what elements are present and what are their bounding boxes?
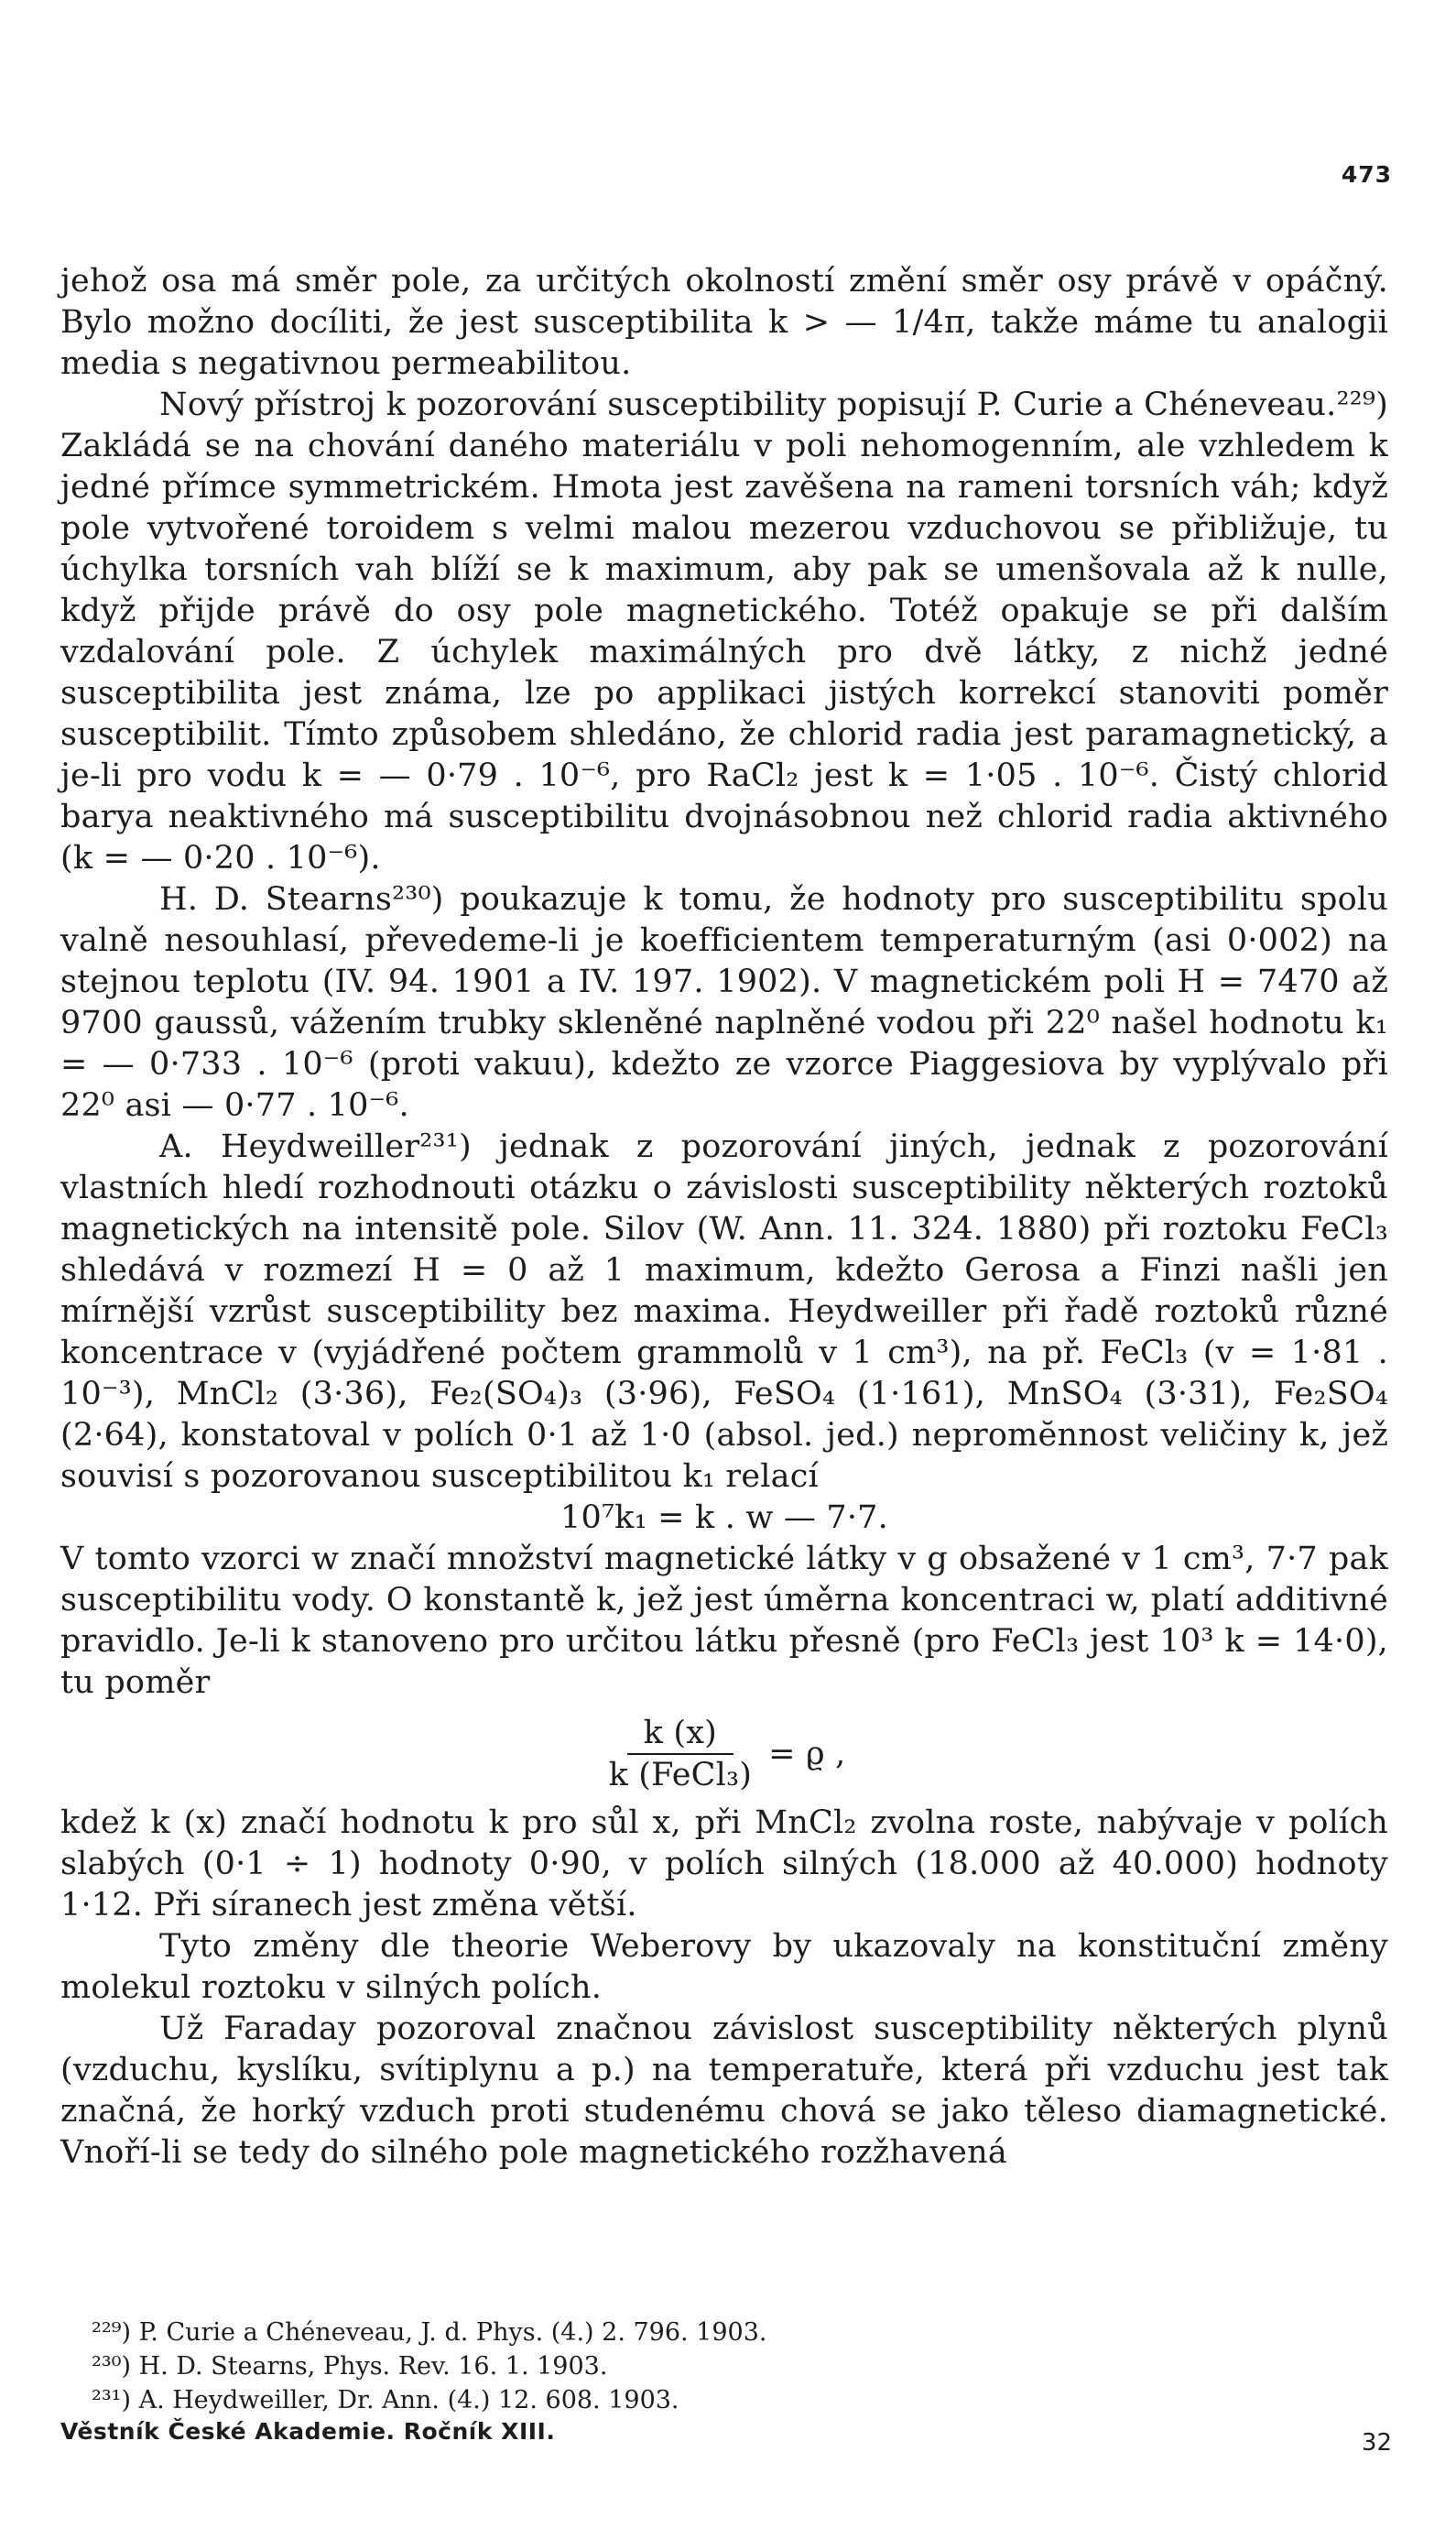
- equation-2-numerator: k (x): [627, 1713, 733, 1755]
- footnotes: [92, 2316, 1282, 2417]
- page-footer: [60, 2418, 1392, 2457]
- paragraph-4: A. Heydweiller²³¹) jednak z pozorování jiných, jednak z pozorování vlastních hledí rozhodnouti otázku o závislosti susceptibility některých roztoků magnetických na intensitě pole. Silov (W. Ann. 11. 324. 1880) při roztoku FeCl₃ shledává v rozmezí H = 0 až 1 maximum, kdežto Gerosa a Finzi našli jen mírnější vzrůst susceptibility bez maxima. Heydweiller při řadě roztoků různé koncentrace v (vyjádřené počtem grammolů v 1 cm³), na př. FeCl₃ (v = 1·81 . 10⁻³), MnCl₂ (3·36), Fe₂(SO₄)₃ (3·96), FeSO₄ (1·161), MnSO₄ (3·31), Fe₂SO₄ (2·64), konstatoval v polích 0·1 až 1·0 (absol. jed.) nepromĕnnost veličiny k, jež souvisí s pozorovanou susceptibilitou k₁ relací: [60, 1128, 1388, 1495]
- paragraph-3: H. D. Stearns²³⁰) poukazuje k tomu, že hodnoty pro susceptibilitu spolu valně nesouhlasí, převedeme-li je koefficientem temperaturným (asi 0·002) na stejnou teplotu (IV. 94. 1901 a IV. 197. 1902). V magnetickém poli H = 7470 až 9700 gaussů, vážením trubky skleněné naplněné vodou při 22⁰ našel hodnotu k₁ = — 0·733 . 10⁻⁶ (proti vakuu), kdežto ze vzorce Piaggesiova by vyplývalo při 22⁰ asi — 0·77 . 10⁻⁶.: [60, 881, 1388, 1124]
- main-text: [60, 261, 1388, 2174]
- equation-2: [60, 1713, 1388, 1795]
- sheet-number: 32: [1361, 2429, 1392, 2457]
- equation-2-denominator: k (FeCl₃): [608, 1757, 753, 1793]
- paragraph-7: Tyto změny dle theorie Weberovy by ukazovaly na konstituční změny molekul roztoku v silných polích.: [60, 1928, 1388, 2006]
- footnote-231: ²³¹) A. Heydweiller, Dr. Ann. (4.) 12. 608. 1903.: [92, 2386, 679, 2414]
- equation-2-rhs: = ϱ ,: [768, 1735, 846, 1772]
- footnote-230: ²³⁰) H. D. Stearns, Phys. Rev. 16. 1. 1903.: [92, 2352, 608, 2381]
- paragraph-8: Už Faraday pozoroval značnou závislost susceptibility některých plynů (vzduchu, kyslíku, svítiplynu a p.) na temperatuře, která při vzduchu jest tak značná, že horký vzduch proti studenému chová se jako těleso diamagnetické. Vnoří-li se tedy do silného pole magnetického rozžhavená: [60, 2010, 1388, 2171]
- journal-title: Věstník České Akademie. Ročník XIII.: [60, 2418, 556, 2445]
- paragraph-2: Nový přístroj k pozorování susceptibility popisují P. Curie a Chéneveau.²²⁹) Zakládá se na chování daného materiálu v poli nehomogenním, ale vzhledem k jedné přímce symmetrickém. Hmota jest zavěšena na rameni torsních váh; když pole vytvořené toroidem s velmi malou mezerou vzduchovou se přibližuje, tu úchylka torsních vah blíží se k maximum, aby pak se umenšovala až k nulle, když přijde právě do osy pole magnetického. Totéž opakuje se při dalším vzdalování pole. Z úchylek maximálných pro dvě látky, z nichž jedné susceptibilita jest známa, lze po applikaci jistých korrekcí stanoviti poměr susceptibilit. Tímto způsobem shledáno, že chlorid radia jest paramagnetický, a je-li pro vodu k = — 0·79 . 10⁻⁶, pro RaCl₂ jest k = 1·05 . 10⁻⁶. Čistý chlorid barya neaktivného má susceptibilitu dvojnásobnou než chlorid radia aktivného (k = — 0·20 . 10⁻⁶).: [60, 387, 1388, 877]
- paragraph-6: kdež k (x) značí hodnotu k pro sůl x, při MnCl₂ zvolna roste, nabývaje v polích slabých (0·1 ÷ 1) hodnoty 0·90, v polích silných (18.000 až 40.000) hodnoty 1·12. Při síranech jest změna větší.: [60, 1804, 1388, 1923]
- equation-1: 10⁷k₁ = k . w — 7·7.: [560, 1499, 888, 1536]
- equation-2-fraction: [603, 1713, 758, 1795]
- paragraph-5: V tomto vzorci w značí množství magnetické látky v g obsažené v 1 cm³, 7·7 pak susceptibilitu vody. O konstantě k, jež jest úměrna koncentraci w, platí additivné pravidlo. Je-li k stanoveno pro určitou látku přesně (pro FeCl₃ jest 10³ k = 14·0), tu poměr: [60, 1541, 1388, 1701]
- page-number: 473: [1341, 161, 1392, 188]
- paragraph-1: jehož osa má směr pole, za určitých okolností změní směr osy právě v opáčný. Bylo možno docíliti, že jest susceptibilita k > — 1/4π, takže máme tu analogii media s negativnou permeabilitou.: [60, 263, 1388, 382]
- footnote-229: ²²⁹) P. Curie a Chéneveau, J. d. Phys. (4.) 2. 796. 1903.: [92, 2318, 767, 2347]
